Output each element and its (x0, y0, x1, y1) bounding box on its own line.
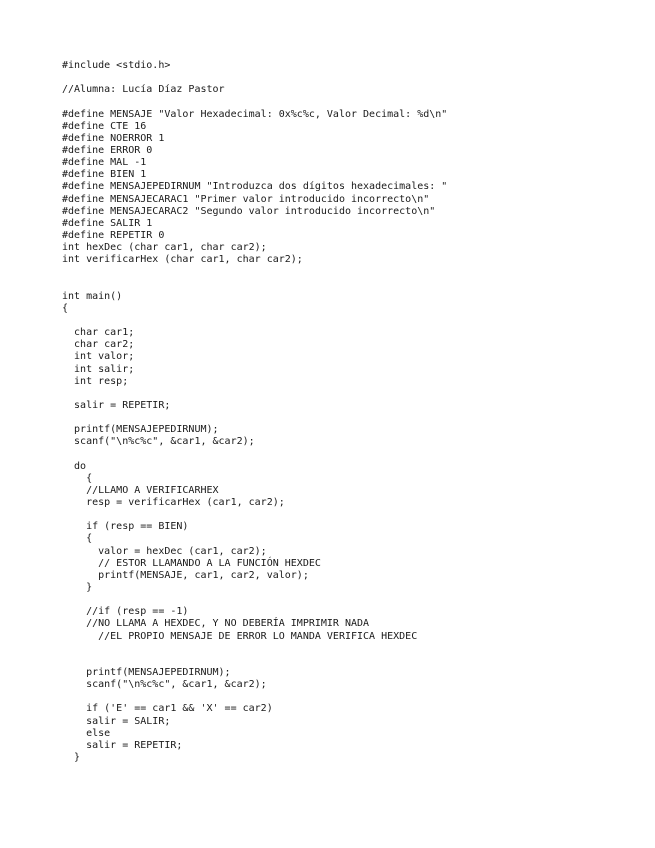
code-line: printf(MENSAJE, car1, car2, valor); (62, 569, 309, 581)
code-line: if (resp == BIEN) (62, 521, 189, 533)
code-line: printf(MENSAJEPEDIRNUM); (62, 667, 231, 679)
code-line: char car2; (62, 339, 135, 351)
code-line: #define MENSAJECARAC1 "Primer valor introducido incorrecto\n" (62, 193, 430, 205)
code-line: scanf("\n%c%c", &car1, &car2); (62, 679, 267, 691)
code-line: int salir; (62, 363, 135, 375)
code-line: #define SALIR 1 (62, 217, 153, 229)
code-line: { (62, 472, 93, 484)
code-line: } (62, 582, 93, 594)
code-line: #define REPETIR 0 (62, 229, 165, 241)
code-line: #define MENSAJEPEDIRNUM "Introduzca dos dígitos hexadecimales: " (62, 181, 448, 193)
code-line: //Alumna: Lucía Díaz Pastor (62, 84, 225, 96)
code-line: scanf("\n%c%c", &car1, &car2); (62, 436, 255, 448)
code-line (62, 509, 447, 521)
code-line: int verificarHex (char car1, char car2); (62, 254, 303, 266)
code-line: #define CTE 16 (62, 120, 147, 132)
code-line (62, 96, 447, 108)
code-line: #define MAL -1 (62, 157, 147, 169)
code-line: valor = hexDec (car1, car2); (62, 545, 267, 557)
code-line: #define BIEN 1 (62, 169, 147, 181)
code-line: if ('E' == car1 && 'X' == car2) (62, 703, 273, 715)
code-line: { (62, 302, 69, 314)
code-line (62, 388, 447, 400)
code-line: do (62, 460, 87, 472)
code-line: #define NOERROR 1 (62, 132, 165, 144)
code-line: int resp; (62, 375, 129, 387)
code-line: salir = REPETIR; (62, 399, 171, 411)
code-line: salir = REPETIR; (62, 739, 183, 751)
code-line: salir = SALIR; (62, 715, 171, 727)
code-line: else (62, 727, 111, 739)
code-line: char car1; (62, 327, 135, 339)
code-line (62, 691, 447, 703)
code-line: #include <stdio.h> (62, 60, 171, 71)
source-code-listing (62, 60, 447, 764)
code-line: printf(MENSAJEPEDIRNUM); (62, 424, 219, 436)
code-line: #define ERROR 0 (62, 144, 153, 156)
code-line: } (62, 752, 81, 764)
code-line (62, 655, 447, 667)
code-line: //EL PROPIO MENSAJE DE ERROR LO MANDA VERIFICA HEXDEC (62, 630, 418, 642)
code-line (62, 279, 447, 291)
code-line (62, 449, 447, 461)
code-line: resp = verificarHex (car1, car2); (62, 497, 285, 509)
code-line (62, 594, 447, 606)
code-line: { (62, 533, 93, 545)
code-line: #define MENSAJE "Valor Hexadecimal: 0x%c%c, Valor Decimal: %d\n" (62, 108, 448, 120)
code-line: //NO LLAMA A HEXDEC, Y NO DEBERÍA IMPRIMIR NADA (62, 618, 370, 630)
code-line (62, 72, 447, 84)
code-line: int hexDec (char car1, char car2); (62, 242, 267, 254)
code-line: //if (resp == -1) (62, 606, 189, 618)
code-line: int main() (62, 290, 123, 302)
code-line (62, 412, 447, 424)
code-line: #define MENSAJECARAC2 "Segundo valor introducido incorrecto\n" (62, 205, 436, 217)
code-line: //LLAMO A VERIFICARHEX (62, 484, 219, 496)
code-line: // ESTOR LLAMANDO A LA FUNCIÓN HEXDEC (62, 557, 321, 569)
code-line (62, 266, 447, 278)
code-line (62, 643, 447, 655)
code-line (62, 315, 447, 327)
code-line: int valor; (62, 351, 135, 363)
